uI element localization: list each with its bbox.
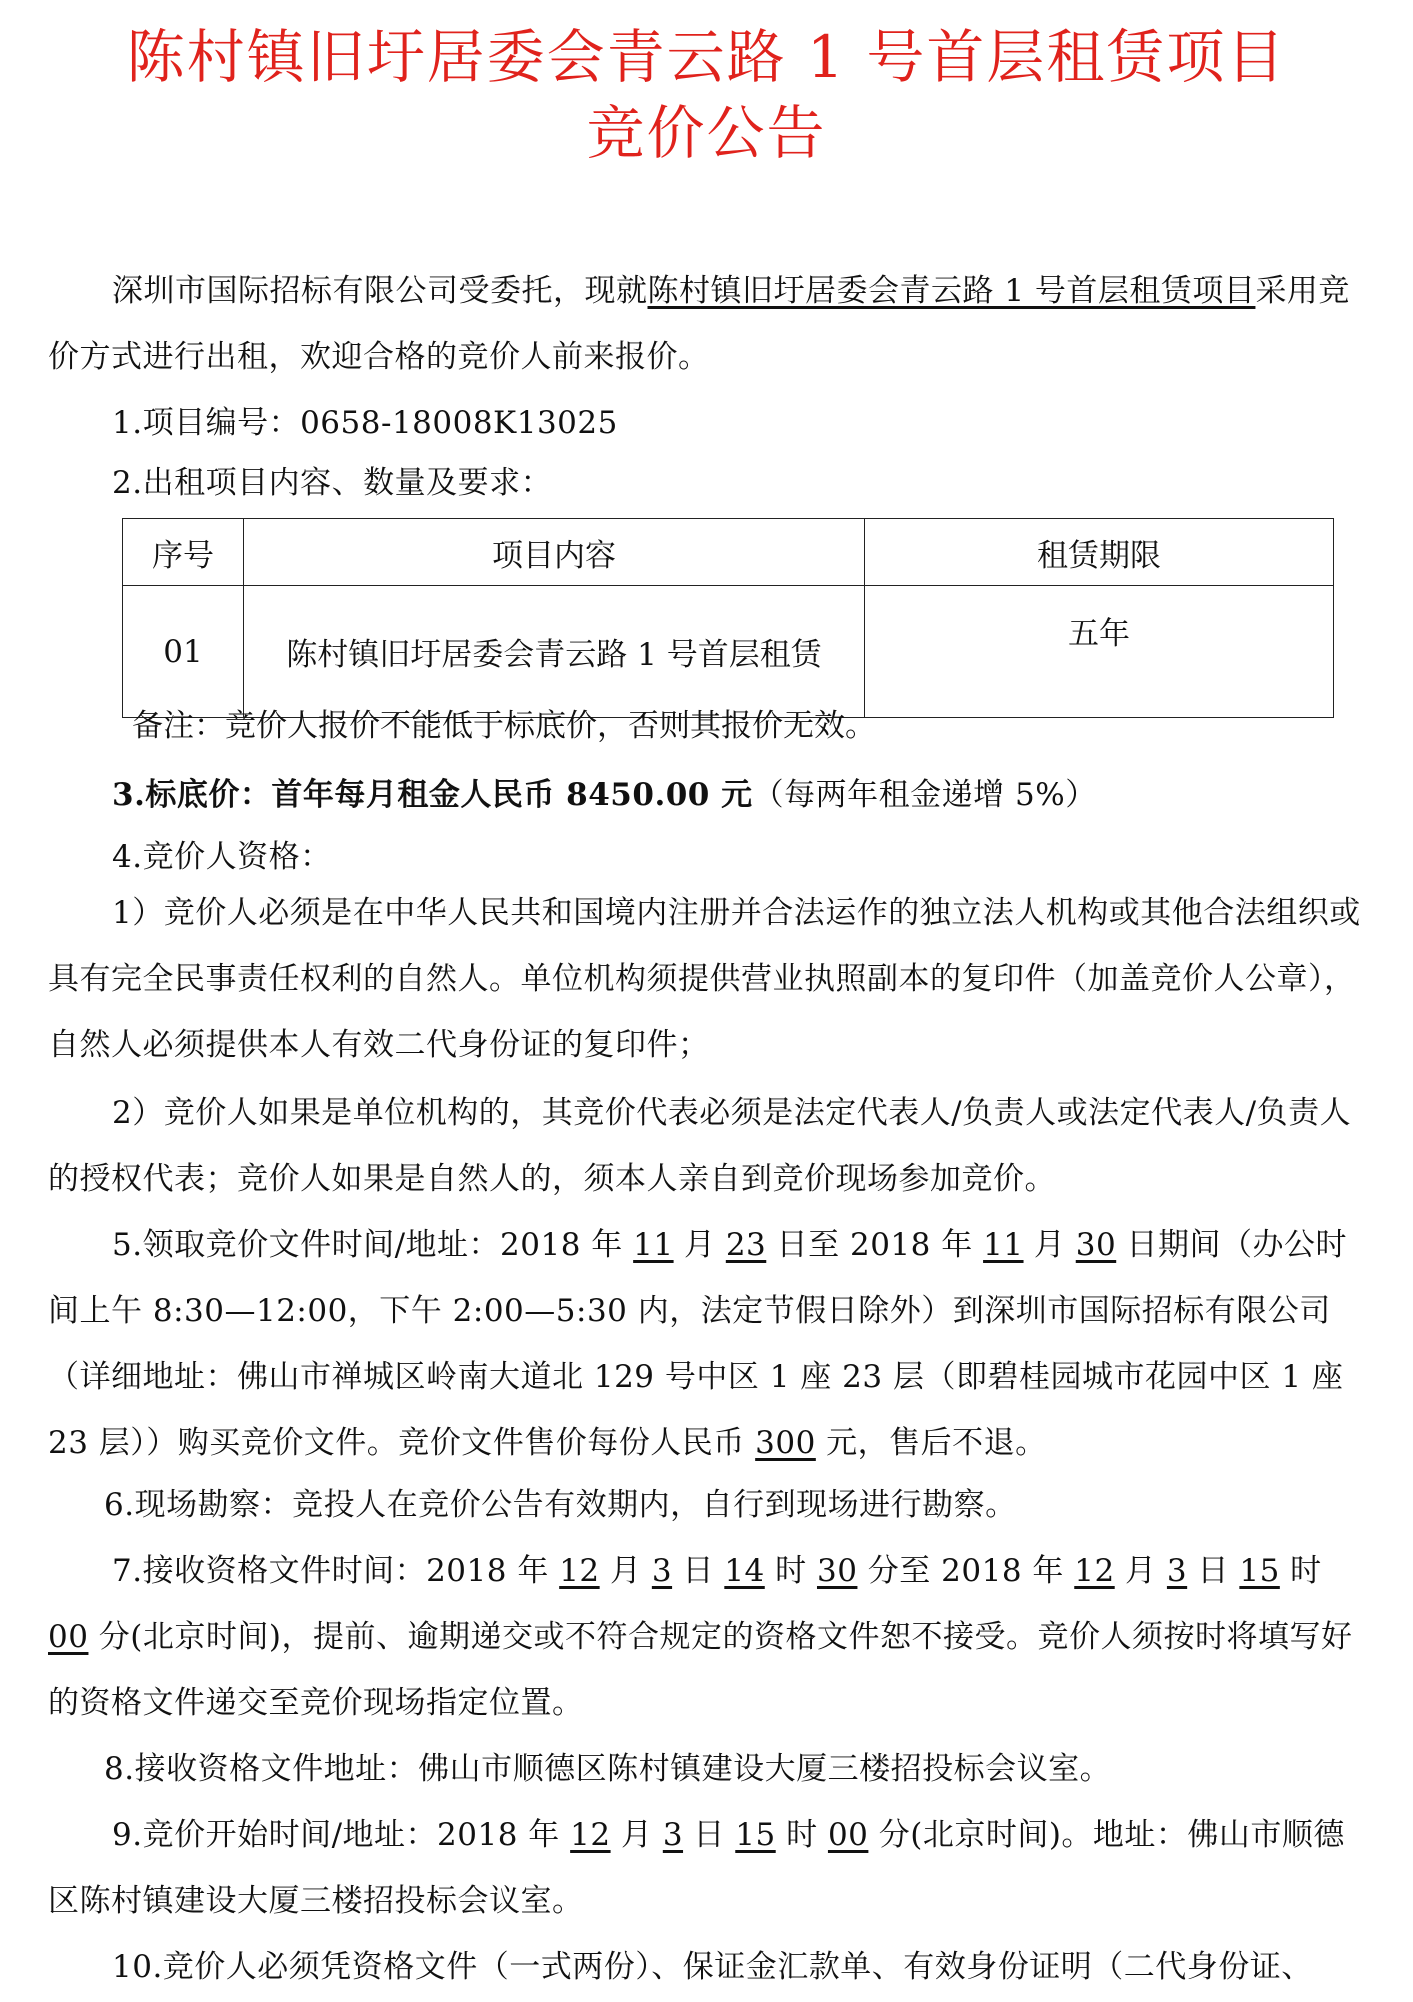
item5-label: 5.领取竞价文件时间/地址： (112, 1227, 501, 1263)
intro-text-before: 深圳市国际招标有限公司受委托，现就 (112, 273, 648, 309)
document-title-line2: 竞价公告 (586, 99, 827, 167)
reserve-price-label: 3.标底价： (112, 777, 272, 813)
required-documents-paragraph: 10.竞价人必须凭资格文件（一式两份）、保证金汇款单、有效身份证明（二代身份证、 (112, 1949, 1313, 1985)
qualification-paragraph-2: 2）竞价人如果是单位机构的，其竞价代表必须是法定代表人/负责人或法定代表人/负责人的授权代表；竞价人如果是自然人的，须本人亲自到竞价现场参加竞价。 (48, 1095, 1352, 1197)
cell-content: 陈村镇旧圩居委会青云路 1 号首层租赁 (244, 586, 865, 718)
item6-label: 6.现场勘察： (104, 1487, 293, 1523)
reserve-price (48, 762, 1368, 828)
document-collection-paragraph: 5.领取竞价文件时间/地址：2018 年 11 月 23 日至 2018 年 11 月 30 日期间（办公时间上午 8:30—12:00，下午 2:00—5:30 内，法定节假日除外）到深圳市国际招标有限公司（详细地址：佛山市禅城区岭南大道北 129 号中区 1 座 23 层（即碧桂园城市花园中区 1 座 23 层））购买竞价文件。竞价文件售价每份人民币 300 元，售后不退。 (48, 1227, 1348, 1461)
cell-term: 五年 (865, 586, 1334, 718)
qualification-paragraph-1: 1）竞价人必须是在中华人民共和国境内注册并合法运作的独立法人机构或其他合法组织或具有完全民事责任权利的自然人。单位机构须提供营业执照副本的复印件（加盖竞价人公章），自然人必须提供本人有效二代身份证的复印件； (48, 895, 1361, 1063)
item9-label: 9.竞价开始时间/地址： (112, 1817, 438, 1853)
table-row (123, 586, 1334, 718)
rental-contents-heading: 2.出租项目内容、数量及要求： (112, 465, 553, 501)
intro-paragraph (48, 258, 1368, 390)
reserve-price-note: （每两年租金递增 5%） (752, 777, 1097, 813)
header-content: 项目内容 (244, 519, 865, 586)
bidder-qualification-heading: 4.竞价人资格： (112, 839, 332, 875)
qualification-submission-time-paragraph: 7.接收资格文件时间：2018 年 12 月 3 日 14 时 30 分至 2018 年 12 月 3 日 15 时 00 分(北京时间)，提前、逾期递交或不符合规定的资格文件恕不接受。竞价人须按时将填写好的资格文件递交至竞价现场指定位置。 (48, 1553, 1353, 1721)
document-title-line1: 陈村镇旧圩居委会青云路 1 号首层租赁项目 (126, 23, 1287, 91)
cell-serial: 01 (123, 586, 244, 718)
rental-items-table (122, 518, 1334, 718)
intro-project-name: 陈村镇旧圩居委会青云路 1 号首层租赁项目 (647, 273, 1256, 309)
qualification-submission-address-paragraph: 8.接收资格文件地址：佛山市顺德区陈村镇建设大厦三楼招投标会议室。 (48, 1736, 1368, 1802)
header-serial: 序号 (123, 519, 244, 586)
intro-text-after: 采用竞价方式进行出租，欢迎合格的竞价人前来报价。 (48, 273, 1350, 375)
reserve-price-value: 首年每月租金人民币 8450.00 元 (271, 777, 753, 813)
table-note: 备注：竞价人报价不能低于标底价，否则其报价无效。 (132, 708, 876, 744)
site-inspection-paragraph: 6.现场勘察：竞投人在竞价公告有效期内，自行到现场进行勘察。 (48, 1472, 1368, 1538)
item8-label: 8.接收资格文件地址： (104, 1751, 419, 1787)
project-number: 1.项目编号：0658-18008K13025 (112, 405, 618, 441)
header-term: 租赁期限 (865, 519, 1334, 586)
bidding-start-paragraph: 9.竞价开始时间/地址：2018 年 12 月 3 日 15 时 00 分(北京时间)。地址：佛山市顺德区陈村镇建设大厦三楼招投标会议室。 (48, 1817, 1345, 1919)
item7-label: 7.接收资格文件时间： (112, 1553, 427, 1589)
table-header-row (123, 519, 1334, 586)
